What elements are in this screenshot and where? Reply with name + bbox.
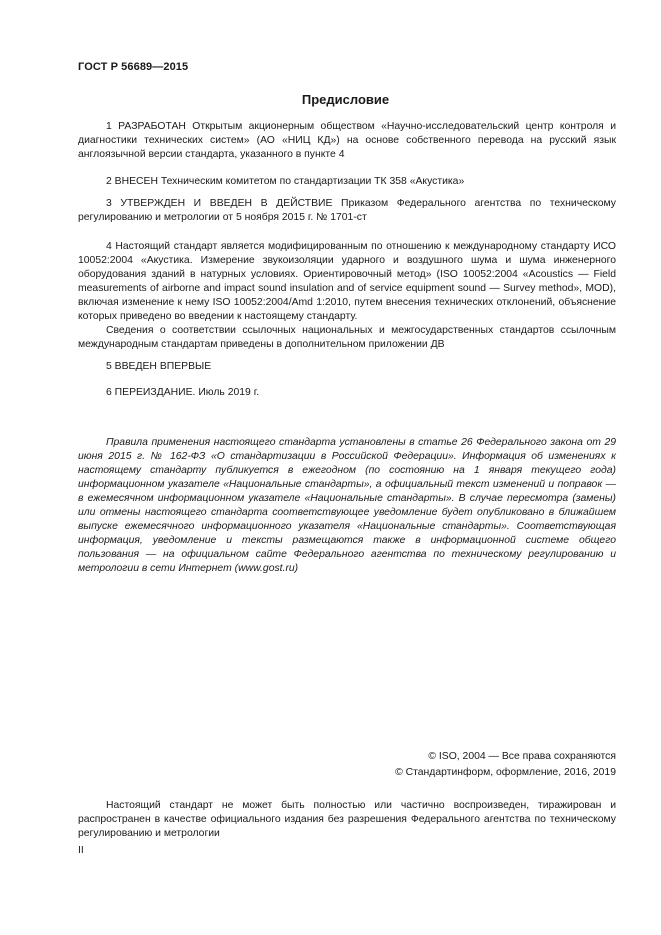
section-3-text: 3 УТВЕРЖДЕН И ВВЕДЕН В ДЕЙСТВИЕ Приказом Федерального агентства по техническому регулированию и метрологии от 5 ноября 2015 г. № 1701-ст — [78, 198, 616, 223]
usage-notice-text: Правила применения настоящего стандарта установлены в статье 26 Федерального закона от 29 июня 2015 г. № 162-ФЗ «О стандартизации в Российской Федерации». Информация об изменениях к настоящему стандарту публикуется в ежегодном (по состоянию на 1 января текущего года) информационном указателе «Национальные стандарты», а официальный текст изменений и поправок — в ежемесячном информационном указателе «Национальные стандарты». В случае пересмотра (замены) или отмены настоящего стандарта соответствующее уведомление будет опубликовано в ближайшем выпуске ежемесячного информационного указателя «Национальные стандарты». Соответствующая информация, уведомление и тексты размещаются также в информационной системе общего пользования — на официальном сайте Федерального агентства по техническому регулированию и метрологии в сети Интернет (www.gost.ru) — [78, 437, 616, 574]
section-6 — [78, 386, 616, 400]
section-4 — [78, 240, 616, 352]
section-6-text: 6 ПЕРЕИЗДАНИЕ. Июль 2019 г. — [106, 387, 260, 398]
section-4-text-2: Сведения о соответствии ссылочных национальных и межгосударственных стандартов ссылочным международным стандартам приведены в дополнительном приложении ДВ — [78, 325, 616, 350]
section-5-text: 5 ВВЕДЕН ВПЕРВЫЕ — [106, 361, 212, 372]
page-title: Предисловие — [301, 92, 390, 107]
section-2-text: 2 ВНЕСЕН Техническим комитетом по стандартизации ТК 358 «Акустика» — [106, 176, 465, 187]
section-2 — [78, 175, 616, 189]
section-5 — [78, 360, 616, 374]
section-3 — [78, 197, 616, 225]
copyright-iso: © ISO, 2004 — Все права сохраняются — [428, 751, 616, 762]
usage-notice — [78, 436, 616, 576]
section-4-text: 4 Настоящий стандарт является модифицированным по отношению к международному стандарту ИСО 10052:2004 «Акустика. Измерение звукоизоляции ударного и воздушного шума и шума инженерного оборудования зданий в натурных условиях. Ориентировочный метод» (ISO 10052:2004 «Acoustics — Field measurements of airborne and impact sound insulation and of service equipment sound — Survey method», MOD), включая изменение к нему ISO 10052:2004/Amd 1:2010, путем внесения технических отклонений, объяснение которых приведено во введении к настоящему стандарту. — [78, 241, 616, 322]
copyright-standartinform: © Стандартинформ, оформление, 2016, 2019 — [395, 767, 616, 778]
section-1-text: 1 РАЗРАБОТАН Открытым акционерным обществом «Научно-исследовательский центр контроля и диагностики технических систем» (АО «НИЦ КД») на основе собственного перевода на русский язык англоязычной версии стандарта, указанного в пункте 4 — [78, 121, 616, 160]
reproduction-notice — [78, 799, 616, 841]
reproduction-notice-text: Настоящий стандарт не может быть полностью или частично воспроизведен, тиражирован и распространен в качестве официального издания без разрешения Федерального агентства по техническому регулированию и метрологии — [78, 800, 616, 839]
section-1 — [78, 120, 616, 162]
document-id: ГОСТ Р 56689—2015 — [78, 61, 189, 73]
page-number: II — [78, 845, 84, 856]
